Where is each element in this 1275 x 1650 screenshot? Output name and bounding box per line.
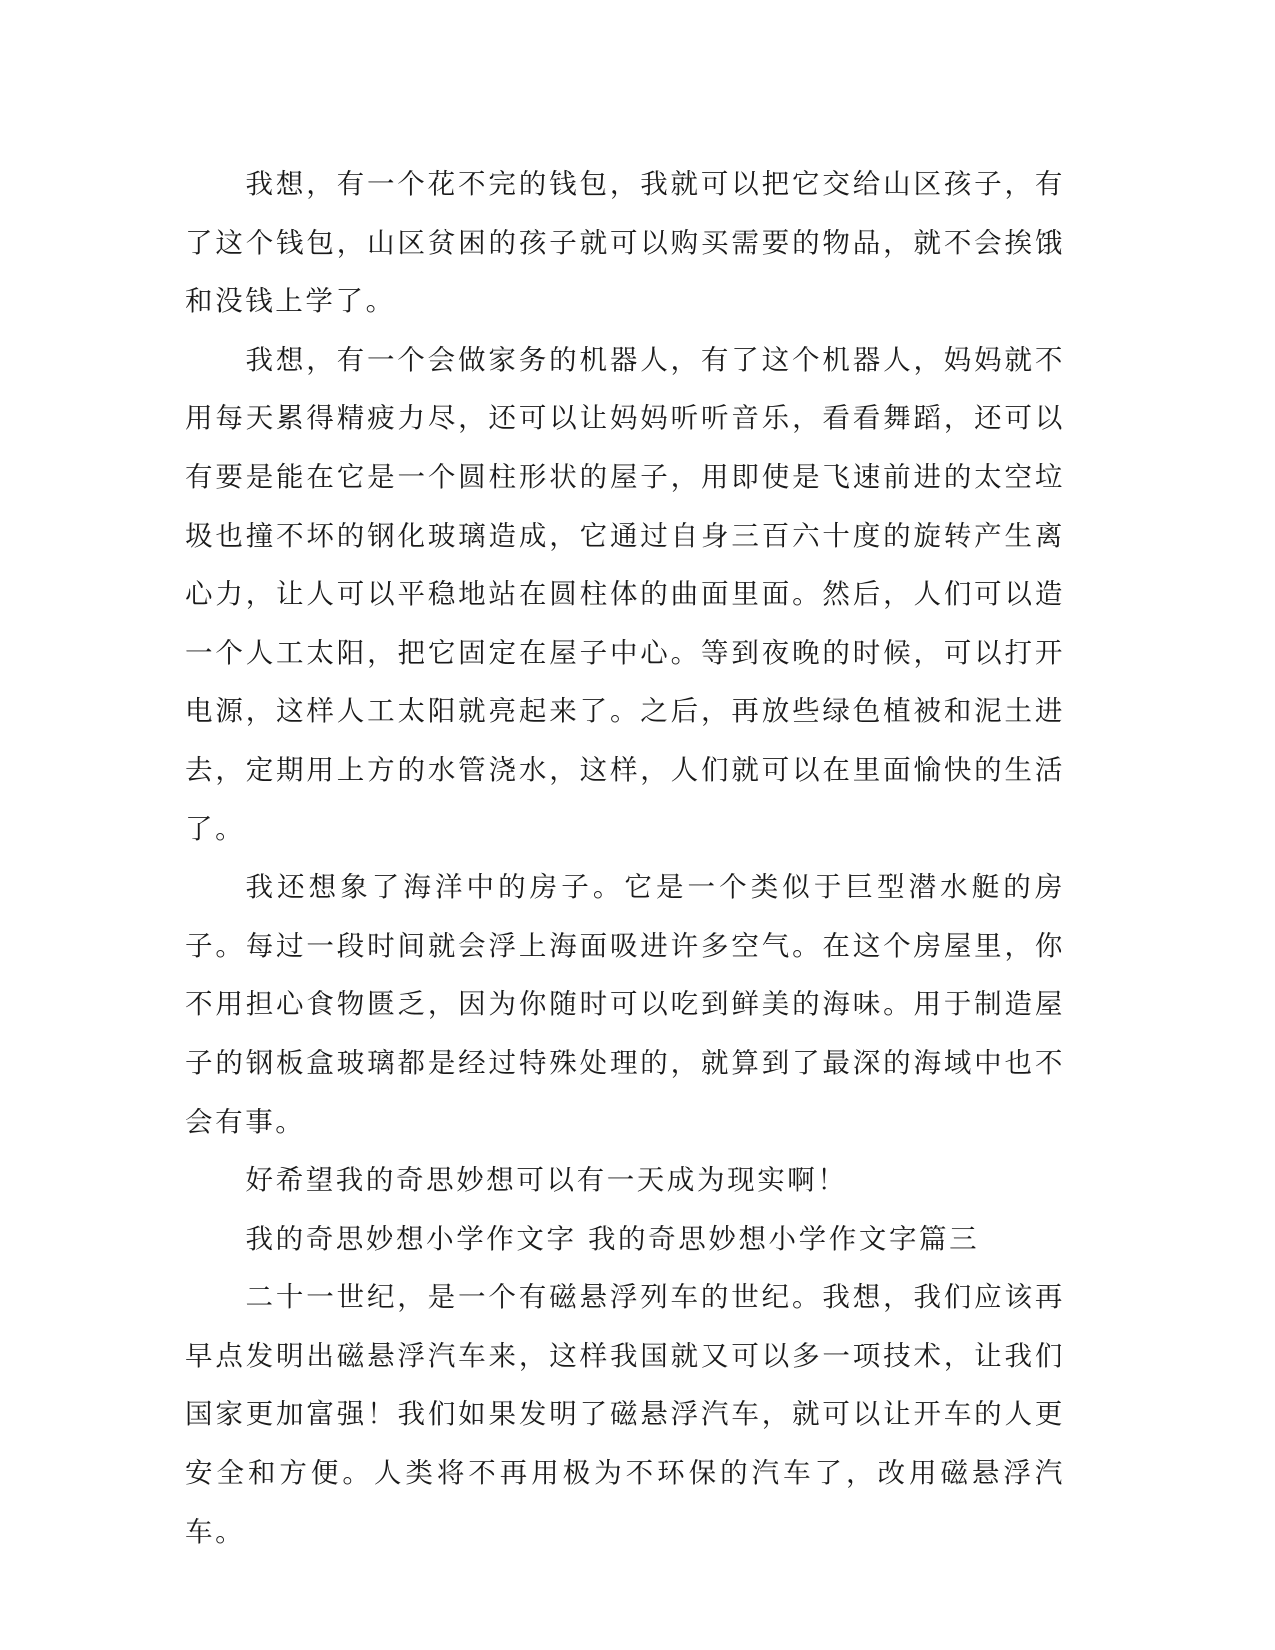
paragraph-wallet: 我想，有一个花不完的钱包，我就可以把它交给山区孩子，有了这个钱包，山区贫困的孩子就可以购买需要的物品，就不会挨饿和没钱上学了。 bbox=[185, 168, 1065, 318]
paragraph-maglev-car: 二十一世纪，是一个有磁悬浮列车的世纪。我想，我们应该再早点发明出磁悬浮汽车来，这样我国就又可以多一项技术，让我们国家更加富强！我们如果发明了磁悬浮汽车，就可以让开车的人更安全和方便。人类将不再用极为不环保的汽车了，改用磁悬浮汽车。 bbox=[185, 1281, 1065, 1548]
paragraph-robot-space-house: 我想，有一个会做家务的机器人，有了这个机器人，妈妈就不用每天累得精疲力尽，还可以让妈妈听听音乐，看看舞蹈，还可以有要是能在它是一个圆柱形状的屋子，用即使是飞速前进的太空垃圾也撞不坏的钢化玻璃造成，它通过自身三百六十度的旋转产生离心力，让人可以平稳地站在圆柱体的曲面里面。然后，人们可以造一个人工太阳，把它固定在屋子中心。等到夜晚的时候，可以打开电源，这样人工太阳就亮起来了。之后，再放些绿色植被和泥土进去，定期用上方的水管浇水，这样，人们就可以在里面愉快的生活了。 bbox=[185, 343, 1065, 845]
paragraph-wish: 好希望我的奇思妙想可以有一天成为现实啊！ bbox=[245, 1164, 848, 1197]
section-heading: 我的奇思妙想小学作文字 我的奇思妙想小学作文字篇三 bbox=[245, 1222, 980, 1255]
paragraph-ocean-house: 我还想象了海洋中的房子。它是一个类似于巨型潜水艇的房子。每过一段时间就会浮上海面吸进许多空气。在这个房屋里，你不用担心食物匮乏，因为你随时可以吃到鲜美的海味。用于制造屋子的钢板盒玻璃都是经过特殊处理的，就算到了最深的海域中也不会有事。 bbox=[185, 871, 1065, 1138]
document-body bbox=[185, 155, 1065, 1561]
